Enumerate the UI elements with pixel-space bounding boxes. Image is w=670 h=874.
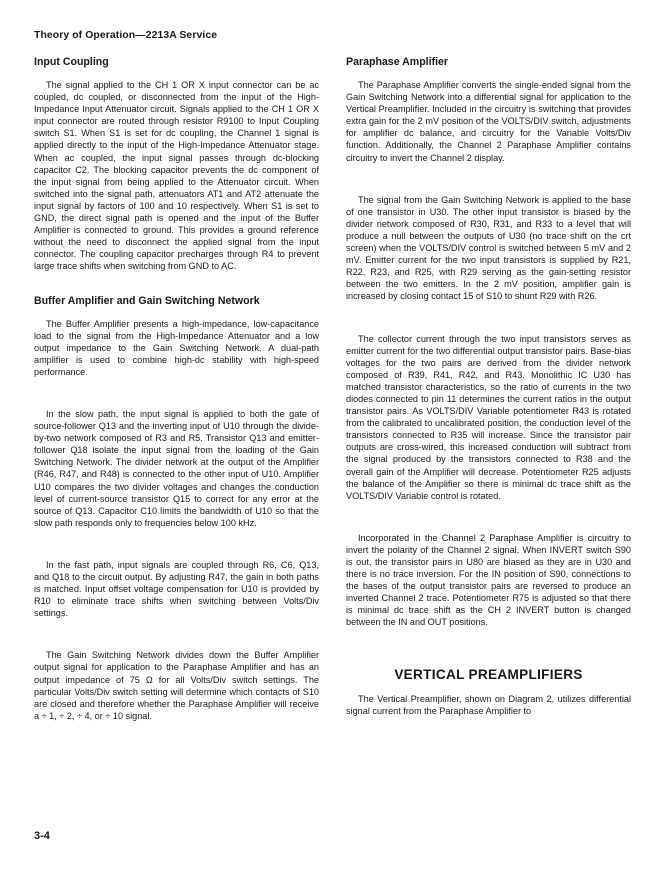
page-header: Theory of Operation—2213A Service [34,30,218,41]
left-column [34,56,319,722]
paraphase-paragraph-4: Incorporated in the Channel 2 Paraphase Amplifier is circuitry to invert the polarity of the Channel 2 signal. When INVERT switch S90 is out, the transistor pairs in U80 are biased as they are in U30 and there is no trace inversion. For the IN position of S90, connections to the bases of the output transistor pairs are reversed to produce an inverted Channel 2 trace. Potentiometer R75 is adjusted so that there is minimal dc trace shift as the CH 2 INVERT button is changed between the IN and OUT positions. [346,532,631,628]
buffer-amplifier-paragraph-4: The Gain Switching Network divides down the Buffer Amplifier output signal for application to the Paraphase Amplifier and has an output impedance of 75 Ω for all Volts/Div switch settings. The particular Volts/Div switch setting will determine which contacts of S10 are closed and therefore whether the Paraphase Amplifier will receive a ÷ 1, ÷ 2, ÷ 4, or ÷ 10 signal. [34,650,319,721]
buffer-amplifier-paragraph-3: In the fast path, input signals are coupled through R6, C6, Q13, and Q18 to the circuit output. By adjusting R47, the gain in both paths is matched. Input offset voltage compensation for U10 is provided by R10 to eliminate trace shifts when switching between Volts/Div settings. [34,559,319,619]
paraphase-paragraph-3: The collector current through the two input transistors serves as emitter current for the two differential output transistor pairs. Base-bias voltages for the two pairs are derived from the divider network composed of R39, R41, R42, and R43. Monolithic IC U30 has matched transistor characteristics, so the ratio of currents in the two diodes connected to pin 11 determines the current ratios in the output transistor pairs. As VOLTS/DIV Variable potentiometer R43 is rotated from the calibrated to uncalibrated position, the conduction level of the transistors connected to R35 will increase. Since the transistor pair outputs are cross-wired, this increased conduction will subtract from the signal produced by the transistors connected to R38 and the overall gain of the Amplifier will decrease. Potentiometer R25 adjusts the balance of the Amplifier so there is minimal dc trace shift as the VOLTS/DIV Variable control is rotated. [346,333,631,501]
buffer-amplifier-heading: Buffer Amplifier and Gain Switching Network [34,294,260,307]
right-column [346,56,631,717]
input-coupling-heading: Input Coupling [34,56,109,68]
paraphase-heading: Paraphase Amplifier [346,56,449,68]
vertical-preamplifiers-paragraph: The Vertical Preamplifier, shown on Diagram 2, utilizes differential signal current from the Paraphase Amplifier to [346,693,631,716]
paraphase-paragraph-1: The Paraphase Amplifier converts the single-ended signal from the Gain Switching Network into a differential signal for application to the Vertical Preamplifier. Included in the circuitry is switching that provides extra gain for the 2 mV position of the VOLTS/DIV switch, adjustments for amplifier dc balance, and circuitry for the Variable Volts/Div function. Additionally, the Channel 2 Paraphase Amplifier contains circuitry to invert the Channel 2 display. [346,80,631,163]
buffer-amplifier-paragraph-2: In the slow path, the input signal is applied to both the gate of source-follower Q13 and the inverting input of U10 through the divide-by-two network composed of R3 and R5. Transistor Q13 and emitter-follower Q18 isolate the input signal from the loading of the Gain Switching Network. The divider network at the output of the Amplifier (R46, R47, and R48) is connected to the other input of U10. Amplifier U10 compares the two divider voltages and changes the conduction level of current-source transistor Q15 to correct for any error at the source of Q13. Capacitor C10 limits the bandwidth of U10 so that the slow path responds only to frequencies below 100 kHz. [34,408,319,528]
paraphase-paragraph-2: The signal from the Gain Switching Network is applied to the base of one transistor in U30. The other input transistor is biased by the divider network composed of R30, R31, and R33 to a level that will produce a null between the outputs of U30 (no trace shift on the crt screen) when the VOLTS/DIV control is switched between 5 mV and 2 mV. Emitter current for the two input transistors is supplied by R21, R22, R23, and R25, with R29 serving as the gain-setting resistor between the two emitters. In the 2 mV position, amplifier gain is increased by closing contact 15 of S10 to shunt R29 with R26. [346,194,631,302]
buffer-amplifier-paragraph-1: The Buffer Amplifier presents a high-impedance, low-capacitance load to the signal from the High-Impedance Attenuator and a low output impedance to the Gain Switching Network. A dual-path amplifier is used to combine high-dc stability with high-speed performance. [34,318,319,377]
page-number: 3-4 [34,830,50,842]
input-coupling-paragraph: The signal applied to the CH 1 OR X input connector can be ac coupled, dc coupled, or disconnected from the input of the High-Impedance Input Attenuator circuit. Signals applied to the CH 1 OR X input connector are routed through resistor R9100 to Input Coupling switch S1. When S1 is set for dc coupling, the Channel 1 signal is applied directly to the input of the High-Impedance Attenuator stage. When ac coupled, the input signal passes through dc-blocking capacitor C2. The blocking capacitor prevents the dc component of the input signal from being applied to the Attenuator circuit. When switched into the signal path, attenuators AT1 and AT2 attenuate the input signal by factors of 100 and 10 respectively. When S1 is set to GND, the direct signal path is opened and the input of the Buffer Amplifier is connected to ground. This provides a ground reference without the need to disconnect the applied signal from the input connector. The coupling capacitor precharges through R4 to prevent large trace shifts when switching from GND to AC. [34,80,319,272]
vertical-preamplifiers-heading: VERTICAL PREAMPLIFIERS [394,666,583,682]
